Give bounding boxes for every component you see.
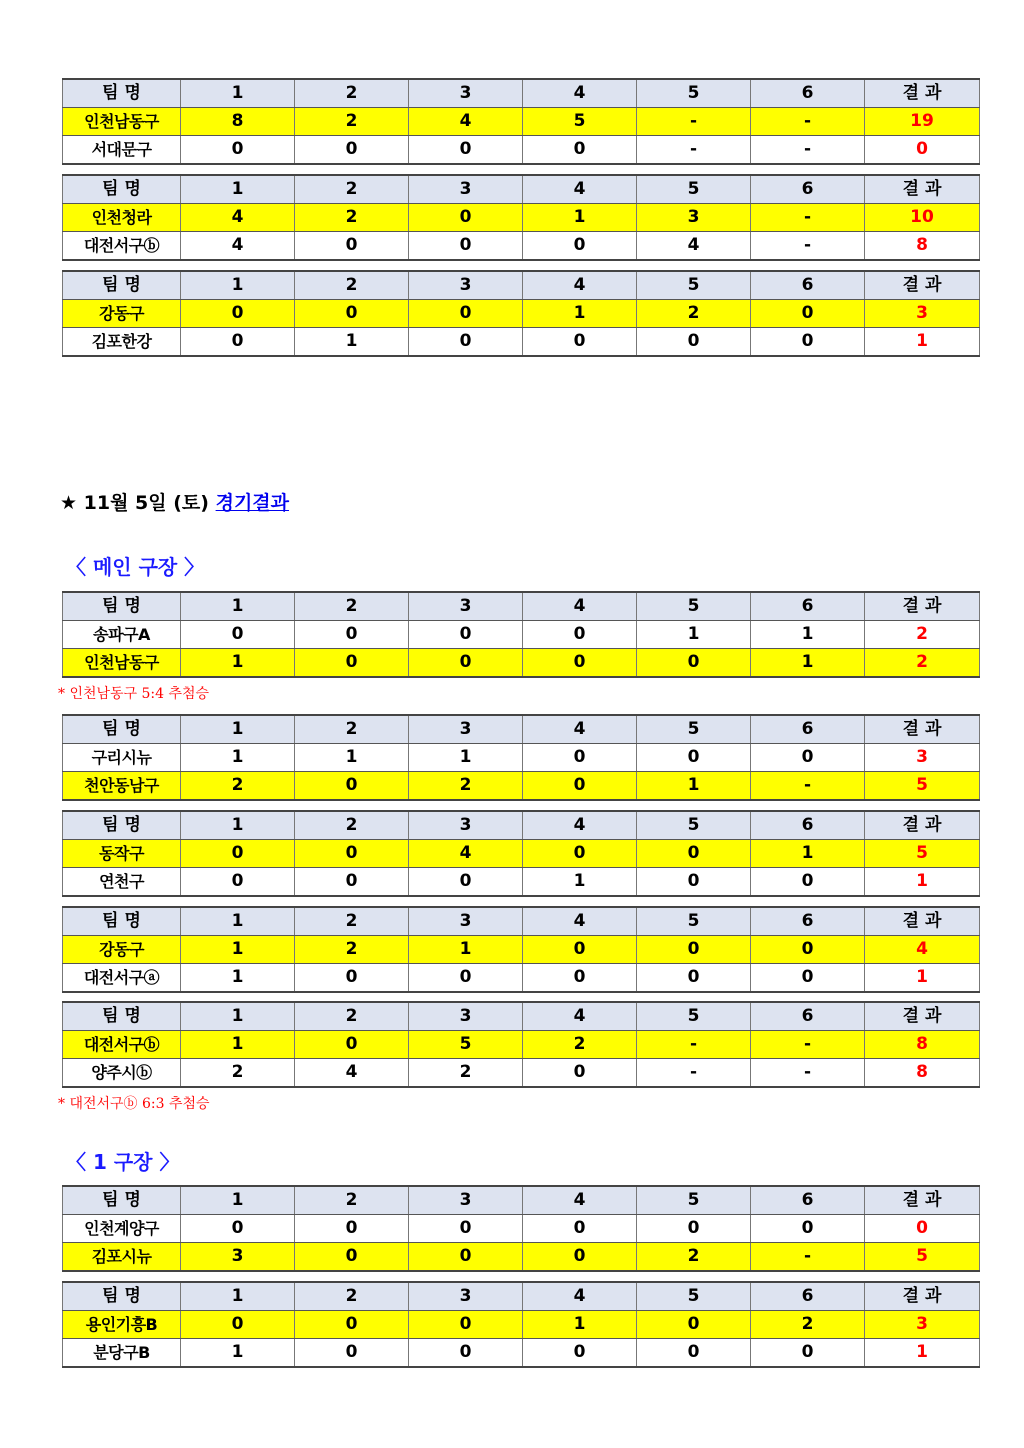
- final-score: 8: [865, 232, 980, 261]
- score-table: [62, 270, 980, 357]
- inning-score: 0: [181, 868, 295, 897]
- table-header-row: [63, 79, 980, 108]
- inning-score: 0: [295, 300, 409, 328]
- inning-header: 5: [637, 175, 751, 204]
- inning-score: 8: [181, 108, 295, 136]
- inning-score: 1: [523, 1311, 637, 1339]
- inning-score: 0: [295, 868, 409, 897]
- inning-header: 6: [751, 811, 865, 840]
- inning-score: 1: [181, 964, 295, 993]
- score-table: [62, 591, 980, 678]
- inning-score: 2: [295, 936, 409, 964]
- inning-score: 0: [409, 328, 523, 357]
- inning-header: 4: [523, 79, 637, 108]
- inning-header: 3: [409, 271, 523, 300]
- inning-header: 3: [409, 79, 523, 108]
- table-header-row: [63, 175, 980, 204]
- final-score: 5: [865, 772, 980, 801]
- team-name: 대전서구ⓑ: [63, 1031, 181, 1059]
- inning-score: 2: [637, 1243, 751, 1272]
- table-header-row: [63, 1002, 980, 1031]
- inning-score: 0: [295, 1243, 409, 1272]
- team-header: 팀 명: [63, 79, 181, 108]
- inning-score: 4: [181, 204, 295, 232]
- inning-score: 0: [295, 1311, 409, 1339]
- inning-header: 6: [751, 175, 865, 204]
- inning-score: 1: [181, 936, 295, 964]
- inning-score: 0: [181, 1215, 295, 1243]
- score-table: [62, 174, 980, 261]
- inning-score: 0: [523, 840, 637, 868]
- inning-score: 0: [409, 232, 523, 261]
- inning-score: 4: [409, 108, 523, 136]
- result-header: 결 과: [865, 1002, 980, 1031]
- inning-header: 6: [751, 907, 865, 936]
- inning-score: -: [751, 108, 865, 136]
- team-row: [63, 1031, 980, 1059]
- inning-header: 4: [523, 592, 637, 621]
- final-score: 5: [865, 1243, 980, 1272]
- inning-score: 2: [637, 300, 751, 328]
- inning-score: 2: [295, 108, 409, 136]
- team-row: [63, 868, 980, 897]
- team-header: 팀 명: [63, 175, 181, 204]
- inning-header: 4: [523, 715, 637, 744]
- results-link[interactable]: 경기결과: [215, 492, 290, 514]
- team-row: [63, 136, 980, 165]
- team-name: 인천청라: [63, 204, 181, 232]
- score-table: [62, 906, 980, 993]
- team-row: [63, 300, 980, 328]
- inning-header: 1: [181, 175, 295, 204]
- inning-header: 5: [637, 811, 751, 840]
- inning-score: 0: [637, 840, 751, 868]
- inning-score: 0: [181, 621, 295, 649]
- inning-score: 0: [751, 964, 865, 993]
- inning-header: 2: [295, 715, 409, 744]
- inning-score: 5: [409, 1031, 523, 1059]
- table-header-row: [63, 811, 980, 840]
- inning-score: 0: [409, 621, 523, 649]
- inning-score: 2: [295, 204, 409, 232]
- team-name: 대전서구ⓐ: [63, 964, 181, 993]
- inning-score: 1: [637, 621, 751, 649]
- team-row: [63, 1059, 980, 1088]
- inning-score: 1: [181, 1339, 295, 1368]
- inning-score: 0: [181, 840, 295, 868]
- inning-score: 0: [751, 328, 865, 357]
- inning-header: 3: [409, 1282, 523, 1311]
- inning-score: 0: [751, 868, 865, 897]
- inning-header: 1: [181, 592, 295, 621]
- inning-score: 3: [637, 204, 751, 232]
- inning-score: 0: [637, 1215, 751, 1243]
- inning-header: 2: [295, 1002, 409, 1031]
- inning-header: 6: [751, 1002, 865, 1031]
- inning-score: 0: [523, 1243, 637, 1272]
- inning-score: 1: [181, 649, 295, 678]
- final-score: 1: [865, 868, 980, 897]
- inning-score: -: [751, 1059, 865, 1088]
- inning-score: -: [751, 1243, 865, 1272]
- inning-score: 1: [751, 840, 865, 868]
- final-score: 8: [865, 1059, 980, 1088]
- team-name: 강동구: [63, 936, 181, 964]
- inning-score: -: [751, 1031, 865, 1059]
- result-header: 결 과: [865, 907, 980, 936]
- inning-score: 1: [295, 744, 409, 772]
- inning-score: 4: [295, 1059, 409, 1088]
- inning-score: 0: [181, 328, 295, 357]
- inning-header: 2: [295, 79, 409, 108]
- team-row: [63, 232, 980, 261]
- inning-header: 6: [751, 79, 865, 108]
- inning-score: 0: [751, 744, 865, 772]
- inning-score: -: [637, 1059, 751, 1088]
- inning-score: 0: [523, 964, 637, 993]
- inning-score: 0: [409, 649, 523, 678]
- score-table: [62, 1281, 980, 1368]
- inning-header: 2: [295, 592, 409, 621]
- team-name: 용인기흥B: [63, 1311, 181, 1339]
- table-header-row: [63, 592, 980, 621]
- inning-header: 4: [523, 811, 637, 840]
- inning-score: 0: [409, 1339, 523, 1368]
- team-header: 팀 명: [63, 271, 181, 300]
- team-name: 강동구: [63, 300, 181, 328]
- inning-header: 5: [637, 1002, 751, 1031]
- inning-header: 5: [637, 907, 751, 936]
- inning-header: 6: [751, 1282, 865, 1311]
- team-header: 팀 명: [63, 907, 181, 936]
- team-row: [63, 840, 980, 868]
- inning-header: 2: [295, 1282, 409, 1311]
- inning-score: 0: [181, 136, 295, 165]
- inning-score: 0: [409, 204, 523, 232]
- inning-header: 2: [295, 175, 409, 204]
- inning-score: 2: [409, 1059, 523, 1088]
- score-table: [62, 1185, 980, 1272]
- inning-score: 0: [295, 621, 409, 649]
- inning-score: 1: [409, 936, 523, 964]
- inning-score: -: [751, 232, 865, 261]
- team-header: 팀 명: [63, 1002, 181, 1031]
- inning-score: 0: [523, 1215, 637, 1243]
- inning-score: -: [751, 136, 865, 165]
- team-row: [63, 1215, 980, 1243]
- inning-score: 1: [181, 1031, 295, 1059]
- final-score: 1: [865, 1339, 980, 1368]
- team-header: 팀 명: [63, 811, 181, 840]
- inning-score: 0: [523, 1339, 637, 1368]
- team-name: 인천남동구: [63, 649, 181, 678]
- final-score: 1: [865, 964, 980, 993]
- inning-score: 2: [409, 772, 523, 801]
- inning-header: 3: [409, 1002, 523, 1031]
- team-name: 연천구: [63, 868, 181, 897]
- inning-score: -: [637, 1031, 751, 1059]
- inning-header: 1: [181, 811, 295, 840]
- inning-score: 0: [409, 300, 523, 328]
- final-score: 1: [865, 328, 980, 357]
- result-header: 결 과: [865, 592, 980, 621]
- inning-score: 2: [523, 1031, 637, 1059]
- inning-header: 3: [409, 1186, 523, 1215]
- inning-header: 3: [409, 175, 523, 204]
- inning-score: 0: [637, 868, 751, 897]
- inning-header: 2: [295, 811, 409, 840]
- team-row: [63, 1311, 980, 1339]
- score-table: [62, 1001, 980, 1088]
- inning-score: 5: [523, 108, 637, 136]
- inning-header: 3: [409, 907, 523, 936]
- inning-header: 5: [637, 271, 751, 300]
- inning-score: 0: [295, 649, 409, 678]
- inning-score: 1: [181, 744, 295, 772]
- inning-score: 0: [523, 328, 637, 357]
- tiebreak-note-main-1: * 인천남동구 5:4 추첨승: [58, 686, 210, 702]
- inning-score: 4: [409, 840, 523, 868]
- inning-score: 0: [523, 1059, 637, 1088]
- team-name: 동작구: [63, 840, 181, 868]
- team-row: [63, 621, 980, 649]
- final-score: 3: [865, 1311, 980, 1339]
- score-table: [62, 714, 980, 801]
- final-score: 8: [865, 1031, 980, 1059]
- section-title-field-1: 〈 1 구장 〉: [66, 1150, 180, 1174]
- inning-score: 1: [523, 868, 637, 897]
- team-header: 팀 명: [63, 1282, 181, 1311]
- inning-header: 6: [751, 271, 865, 300]
- inning-header: 5: [637, 1282, 751, 1311]
- team-row: [63, 108, 980, 136]
- inning-header: 1: [181, 1282, 295, 1311]
- final-score: 2: [865, 621, 980, 649]
- final-score: 3: [865, 300, 980, 328]
- inning-header: 5: [637, 592, 751, 621]
- team-name: 구리시뉴: [63, 744, 181, 772]
- inning-score: 1: [409, 744, 523, 772]
- team-name: 대전서구ⓑ: [63, 232, 181, 261]
- inning-score: 1: [295, 328, 409, 357]
- table-header-row: [63, 715, 980, 744]
- inning-score: 0: [295, 1031, 409, 1059]
- result-header: 결 과: [865, 811, 980, 840]
- team-header: 팀 명: [63, 592, 181, 621]
- inning-score: 0: [523, 936, 637, 964]
- inning-header: 1: [181, 907, 295, 936]
- inning-header: 1: [181, 271, 295, 300]
- inning-score: 0: [637, 328, 751, 357]
- inning-score: 1: [523, 300, 637, 328]
- team-row: [63, 328, 980, 357]
- team-name: 인천계양구: [63, 1215, 181, 1243]
- inning-score: 0: [409, 1243, 523, 1272]
- inning-header: 3: [409, 715, 523, 744]
- inning-score: 0: [295, 136, 409, 165]
- inning-header: 5: [637, 79, 751, 108]
- inning-score: 0: [523, 744, 637, 772]
- inning-header: 3: [409, 811, 523, 840]
- inning-score: 0: [523, 772, 637, 801]
- result-header: 결 과: [865, 715, 980, 744]
- final-score: 10: [865, 204, 980, 232]
- inning-score: 0: [637, 1339, 751, 1368]
- section-title-main-field: 〈 메인 구장 〉: [66, 555, 205, 579]
- inning-score: 2: [751, 1311, 865, 1339]
- inning-header: 1: [181, 79, 295, 108]
- inning-score: 0: [523, 136, 637, 165]
- team-row: [63, 964, 980, 993]
- team-name: 서대문구: [63, 136, 181, 165]
- inning-score: 1: [751, 649, 865, 678]
- team-name: 송파구A: [63, 621, 181, 649]
- inning-header: 4: [523, 907, 637, 936]
- inning-score: 0: [637, 1311, 751, 1339]
- inning-score: -: [751, 772, 865, 801]
- inning-score: 0: [409, 136, 523, 165]
- inning-score: 0: [409, 868, 523, 897]
- team-name: 양주시ⓑ: [63, 1059, 181, 1088]
- inning-score: 0: [523, 649, 637, 678]
- table-header-row: [63, 1186, 980, 1215]
- inning-score: 2: [181, 772, 295, 801]
- inning-score: 0: [637, 744, 751, 772]
- inning-score: 0: [181, 300, 295, 328]
- inning-header: 6: [751, 592, 865, 621]
- team-row: [63, 744, 980, 772]
- team-row: [63, 1339, 980, 1368]
- team-row: [63, 649, 980, 678]
- inning-score: 3: [181, 1243, 295, 1272]
- inning-header: 1: [181, 715, 295, 744]
- inning-score: 0: [409, 1311, 523, 1339]
- inning-score: 0: [751, 1339, 865, 1368]
- inning-score: 0: [637, 649, 751, 678]
- team-header: 팀 명: [63, 715, 181, 744]
- inning-header: 2: [295, 907, 409, 936]
- inning-score: 0: [181, 1311, 295, 1339]
- inning-score: 0: [751, 1215, 865, 1243]
- inning-header: 3: [409, 592, 523, 621]
- inning-score: 0: [409, 1215, 523, 1243]
- inning-score: 1: [751, 621, 865, 649]
- inning-score: 4: [181, 232, 295, 261]
- inning-score: 0: [295, 772, 409, 801]
- inning-header: 4: [523, 1002, 637, 1031]
- result-header: 결 과: [865, 271, 980, 300]
- team-name: 인천남동구: [63, 108, 181, 136]
- inning-score: 0: [295, 964, 409, 993]
- inning-score: 0: [409, 964, 523, 993]
- result-header: 결 과: [865, 175, 980, 204]
- inning-score: -: [751, 204, 865, 232]
- inning-score: 0: [637, 936, 751, 964]
- inning-header: 4: [523, 271, 637, 300]
- inning-header: 1: [181, 1002, 295, 1031]
- inning-score: 0: [295, 840, 409, 868]
- result-header: 결 과: [865, 1186, 980, 1215]
- inning-score: -: [637, 136, 751, 165]
- inning-header: 6: [751, 715, 865, 744]
- final-score: 19: [865, 108, 980, 136]
- inning-score: 0: [295, 1339, 409, 1368]
- inning-header: 6: [751, 1186, 865, 1215]
- final-score: 3: [865, 744, 980, 772]
- final-score: 5: [865, 840, 980, 868]
- inning-score: 0: [751, 936, 865, 964]
- score-table: [62, 810, 980, 897]
- team-name: 천안동남구: [63, 772, 181, 801]
- inning-header: 5: [637, 1186, 751, 1215]
- inning-score: 0: [295, 232, 409, 261]
- inning-score: 0: [295, 1215, 409, 1243]
- table-header-row: [63, 271, 980, 300]
- date-heading: [60, 488, 289, 515]
- team-name: 김포시뉴: [63, 1243, 181, 1272]
- team-row: [63, 204, 980, 232]
- result-header: 결 과: [865, 1282, 980, 1311]
- final-score: 2: [865, 649, 980, 678]
- inning-score: 1: [637, 772, 751, 801]
- team-name: 분당구B: [63, 1339, 181, 1368]
- inning-score: 0: [751, 300, 865, 328]
- inning-header: 5: [637, 715, 751, 744]
- final-score: 0: [865, 1215, 980, 1243]
- final-score: 4: [865, 936, 980, 964]
- inning-header: 4: [523, 1186, 637, 1215]
- date-heading-text: ★ 11월 5일 (토): [60, 492, 216, 514]
- inning-score: 2: [181, 1059, 295, 1088]
- inning-score: -: [637, 108, 751, 136]
- final-score: 0: [865, 136, 980, 165]
- inning-score: 1: [523, 204, 637, 232]
- team-row: [63, 1243, 980, 1272]
- inning-header: 4: [523, 175, 637, 204]
- table-header-row: [63, 1282, 980, 1311]
- table-header-row: [63, 907, 980, 936]
- inning-header: 2: [295, 271, 409, 300]
- inning-header: 4: [523, 1282, 637, 1311]
- inning-score: 0: [637, 964, 751, 993]
- score-table: [62, 78, 980, 165]
- inning-header: 2: [295, 1186, 409, 1215]
- result-header: 결 과: [865, 79, 980, 108]
- team-row: [63, 772, 980, 801]
- inning-score: 0: [523, 232, 637, 261]
- tiebreak-note-main-2: * 대전서구ⓑ 6:3 추첨승: [58, 1096, 210, 1112]
- team-name: 김포한강: [63, 328, 181, 357]
- inning-header: 1: [181, 1186, 295, 1215]
- team-header: 팀 명: [63, 1186, 181, 1215]
- inning-score: 4: [637, 232, 751, 261]
- inning-score: 0: [523, 621, 637, 649]
- team-row: [63, 936, 980, 964]
